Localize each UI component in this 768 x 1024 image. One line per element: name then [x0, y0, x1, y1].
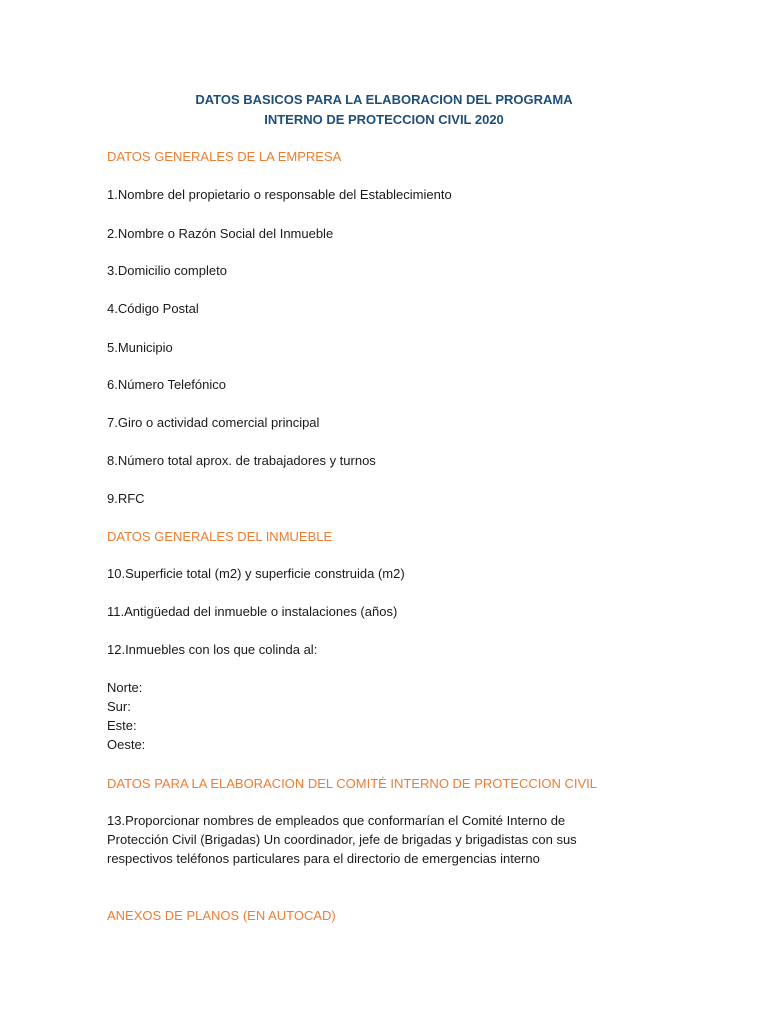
direction-label-oeste: Oeste: — [107, 737, 146, 752]
list-item: 3.Domicilio completo — [107, 263, 227, 278]
direction-label-sur: Sur: — [107, 699, 131, 714]
section-heading-inmueble: DATOS GENERALES DEL INMUEBLE — [107, 529, 333, 544]
list-item: 10.Superficie total (m2) y superficie construida (m2) — [107, 566, 405, 581]
paragraph-line: Protección Civil (Brigadas) Un coordinador, jefe de brigadas y brigadistas con sus — [107, 832, 577, 847]
direction-label-este: Este: — [107, 718, 137, 733]
list-item: 6.Número Telefónico — [107, 377, 226, 392]
list-item: 11.Antigüedad del inmueble o instalaciones (años) — [107, 604, 398, 619]
direction-label-norte: Norte: — [107, 680, 143, 695]
list-item: 1.Nombre del propietario o responsable del Establecimiento — [107, 187, 452, 202]
document-title-line-2: INTERNO DE PROTECCION CIVIL 2020 — [264, 112, 504, 127]
list-item: 4.Código Postal — [107, 301, 199, 316]
list-item: 8.Número total aprox. de trabajadores y turnos — [107, 453, 376, 468]
section-heading-empresa: DATOS GENERALES DE LA EMPRESA — [107, 149, 342, 164]
paragraph-line: 13.Proporcionar nombres de empleados que conformarían el Comité Interno de — [107, 813, 566, 828]
document-title-line-1: DATOS BASICOS PARA LA ELABORACION DEL PROGRAMA — [195, 92, 573, 107]
list-item: 7.Giro o actividad comercial principal — [107, 415, 320, 430]
section-heading-comite: DATOS PARA LA ELABORACION DEL COMITÉ INTERNO DE PROTECCION CIVIL — [107, 776, 598, 791]
list-item: 9.RFC — [107, 491, 145, 506]
list-item: 5.Municipio — [107, 340, 173, 355]
list-item: 2.Nombre o Razón Social del Inmueble — [107, 226, 334, 241]
paragraph-line: respectivos teléfonos particulares para el directorio de emergencias interno — [107, 851, 540, 866]
section-heading-anexos: ANEXOS DE PLANOS (EN AUTOCAD) — [107, 908, 336, 923]
list-item: 12.Inmuebles con los que colinda al: — [107, 642, 318, 657]
